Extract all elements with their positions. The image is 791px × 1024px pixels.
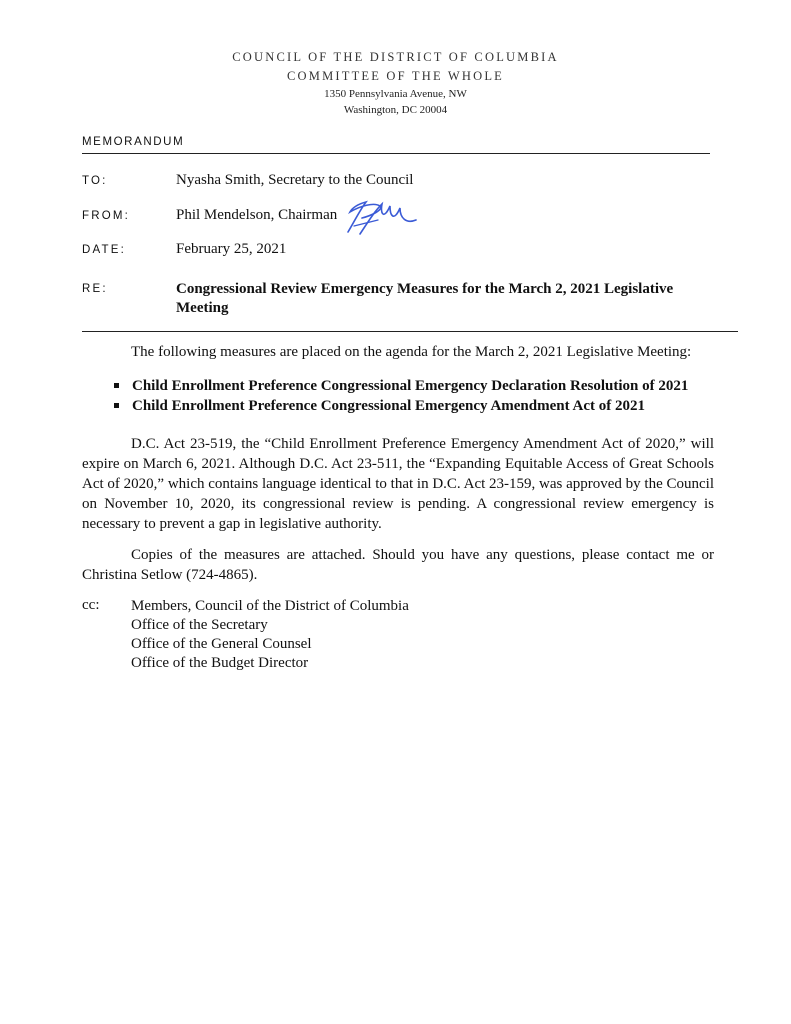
cc-recipient: Office of the Budget Director [131, 655, 309, 671]
body-paragraph-2: Copies of the measures are attached. Should you have any questions, please contact me or Christina Setlow (724-4865). [82, 547, 714, 583]
body-paragraph-1: D.C. Act 23-519, the “Child Enrollment Preference Emergency Amendment Act of 2020,” will expire on March 6, 2021. Although D.C. Act 23-511, the “Expanding Equitable Access of Great Schools Act of 2020,” which contains language identical to that in D.C. Act 23-159, was approved by the Council on November 10, 2020, its congressional review is pending. A congressional review emergency is necessary to prevent a gap in legislative authority. [82, 436, 714, 532]
letterhead-address-line1: 1350 Pennsylvania Avenue, NW [324, 88, 467, 100]
subject-divider [82, 331, 738, 332]
letterhead-org: COUNCIL OF THE DISTRICT OF COLUMBIA [232, 50, 559, 64]
bullet-icon [114, 383, 119, 388]
list-item [114, 376, 688, 396]
cc-list [131, 597, 409, 673]
cc-label: cc: [82, 597, 100, 613]
re-value: Congressional Review Emergency Measures for the March 2, 2021 Legislative Meeting [176, 281, 674, 316]
cc-recipient: Office of the General Counsel [131, 636, 312, 652]
memorandum-label: MEMORANDUM [82, 136, 185, 148]
signature-image [340, 196, 420, 238]
measures-list [114, 376, 688, 416]
from-label: FROM: [82, 210, 131, 222]
letterhead [0, 48, 791, 118]
measure-title: Child Enrollment Preference Congressional Emergency Amendment Act of 2021 [132, 398, 646, 414]
from-value: Phil Mendelson, Chairman [176, 207, 338, 223]
to-label: TO: [82, 175, 108, 187]
intro-text: The following measures are placed on the agenda for the March 2, 2021 Legislative Meeting: [131, 344, 692, 360]
signature-stroke-2 [360, 204, 416, 234]
letterhead-address-line2: Washington, DC 20004 [343, 104, 448, 116]
bullet-icon [114, 403, 119, 408]
letterhead-committee: COMMITTEE OF THE WHOLE [286, 69, 505, 83]
list-item [114, 396, 688, 416]
measure-title: Child Enrollment Preference Congressional Emergency Declaration Resolution of 2021 [132, 378, 689, 394]
to-value: Nyasha Smith, Secretary to the Council [176, 172, 414, 188]
cc-recipient: Members, Council of the District of Columbia [131, 598, 409, 614]
cc-recipient: Office of the Secretary [131, 617, 268, 633]
date-value: February 25, 2021 [176, 241, 287, 257]
header-divider [82, 153, 710, 154]
date-label: DATE: [82, 244, 127, 256]
re-label: RE: [82, 283, 108, 295]
